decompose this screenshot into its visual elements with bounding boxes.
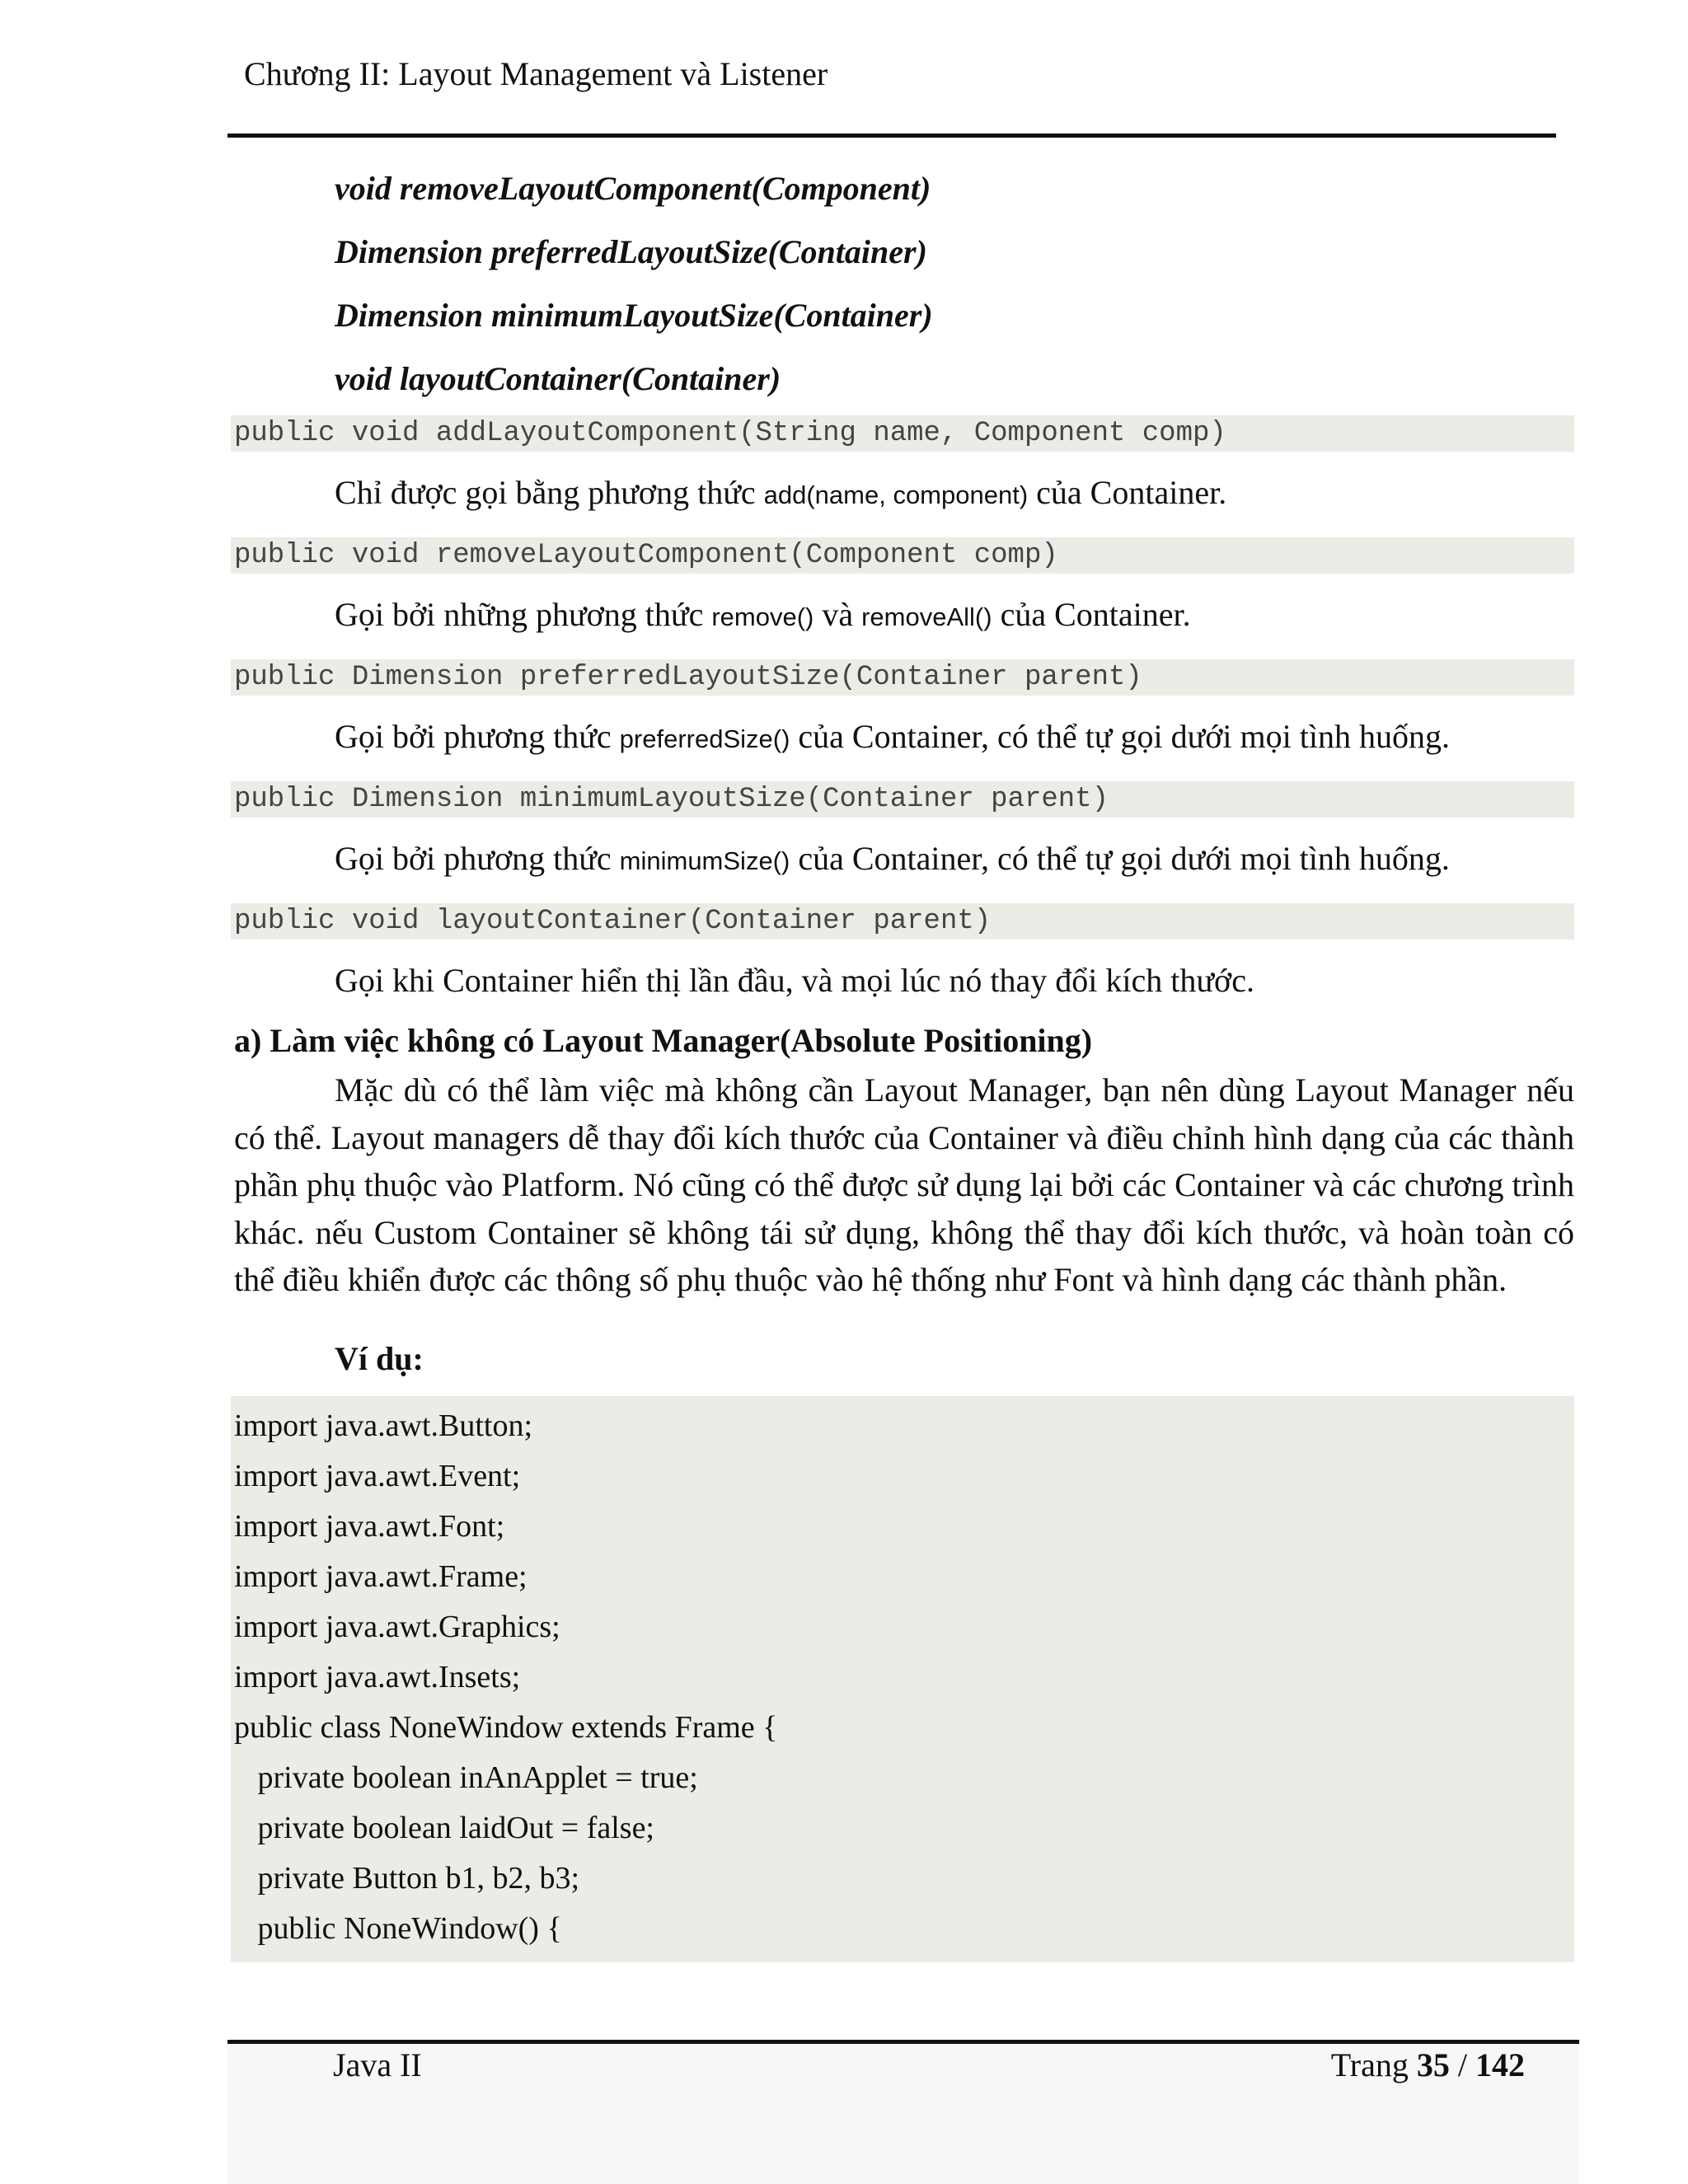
header-divider <box>227 134 1556 138</box>
page-content <box>231 157 1574 1962</box>
footer-page-number <box>1331 2044 1525 2087</box>
description-text: Gọi bởi những phương thức <box>335 596 712 633</box>
code-line: private boolean laidOut = false; <box>234 1810 654 1845</box>
code-line: import java.awt.Frame; <box>234 1558 528 1594</box>
method-code: public void layoutContainer(Container parent) <box>231 903 1574 940</box>
example-label: Ví dụ: <box>335 1339 424 1377</box>
section-paragraph <box>231 1066 1574 1304</box>
code-line: import java.awt.Insets; <box>234 1659 521 1694</box>
code-block <box>231 1396 1574 1962</box>
paragraph-text: Mặc dù có thể làm việc mà không cần Layout Manager, bạn nên dùng Layout Manager nếu có thể. Layout managers dễ thay đổi kích thước của Container và điều chỉnh hình dạng của các thành phần phụ thuộc vào Platform. Nó cũng có thể được sử dụng lại bởi các Container và các chương trình khác. nếu Custom Container sẽ không tái sử dụng, không thể thay đổi kích thước, và hoàn toàn có thể điều khiển được các thông số phụ thuộc vào hệ thống như Font và hình dạng các thành phần. <box>234 1071 1574 1298</box>
section-heading: a) Làm việc không có Layout Manager(Absolute Positioning) <box>234 1022 1093 1059</box>
page-header-title: Chương II: Layout Management và Listener <box>244 55 828 92</box>
inline-code: minimumSize() <box>619 846 790 875</box>
method-signature: Dimension preferredLayoutSize(Container) <box>335 233 927 270</box>
method-code: public Dimension preferredLayoutSize(Container parent) <box>231 659 1574 696</box>
method-signature: void removeLayoutComponent(Component) <box>335 170 931 207</box>
code-line: import java.awt.Button; <box>234 1408 533 1443</box>
code-line: import java.awt.Graphics; <box>234 1609 560 1644</box>
method-description <box>231 696 1574 778</box>
description-text: của Container. <box>1028 474 1227 511</box>
code-line: private Button b1, b2, b3; <box>234 1860 580 1896</box>
method-code: public void removeLayoutComponent(Component comp) <box>231 537 1574 574</box>
code-line: public NoneWindow() { <box>234 1910 562 1946</box>
description-text: của Container, có thể tự gọi dưới mọi tình huống. <box>790 840 1450 877</box>
method-description <box>231 452 1574 534</box>
description-text: Gọi bởi phương thức <box>335 718 620 755</box>
method-signature-list <box>231 157 1574 410</box>
method-description: Gọi khi Container hiển thị lần đầu, và mọi lúc nó thay đổi kích thước. <box>335 962 1254 999</box>
method-signature: void layoutContainer(Container) <box>335 360 781 397</box>
description-text: và <box>814 596 862 633</box>
footer-course-title: Java II <box>333 2046 422 2083</box>
description-text: Chỉ được gọi bằng phương thức <box>335 474 764 511</box>
method-code: public void addLayoutComponent(String name, Component comp) <box>231 415 1574 452</box>
inline-code: removeAll() <box>861 602 992 631</box>
code-line: public class NoneWindow extends Frame { <box>234 1709 778 1745</box>
inline-code: remove() <box>711 602 814 631</box>
description-text: của Container, có thể tự gọi dưới mọi tình huống. <box>790 718 1450 755</box>
inline-code: add(name, component) <box>763 480 1029 509</box>
method-signature: Dimension minimumLayoutSize(Container) <box>335 297 933 334</box>
inline-code: preferredSize() <box>619 724 790 753</box>
page-label: Trang <box>1330 2046 1417 2083</box>
total-pages: 142 <box>1475 2046 1525 2083</box>
description-text: Gọi bởi phương thức <box>335 840 620 877</box>
current-page: 35 <box>1416 2046 1450 2083</box>
code-line: private boolean inAnApplet = true; <box>234 1760 698 1795</box>
code-line: import java.awt.Event; <box>234 1458 521 1493</box>
code-line: import java.awt.Font; <box>234 1508 505 1544</box>
description-text: của Container. <box>992 596 1191 633</box>
page-separator: / <box>1449 2046 1475 2083</box>
method-description <box>231 818 1574 900</box>
method-description <box>231 574 1574 656</box>
method-code: public Dimension minimumLayoutSize(Container parent) <box>231 781 1574 818</box>
